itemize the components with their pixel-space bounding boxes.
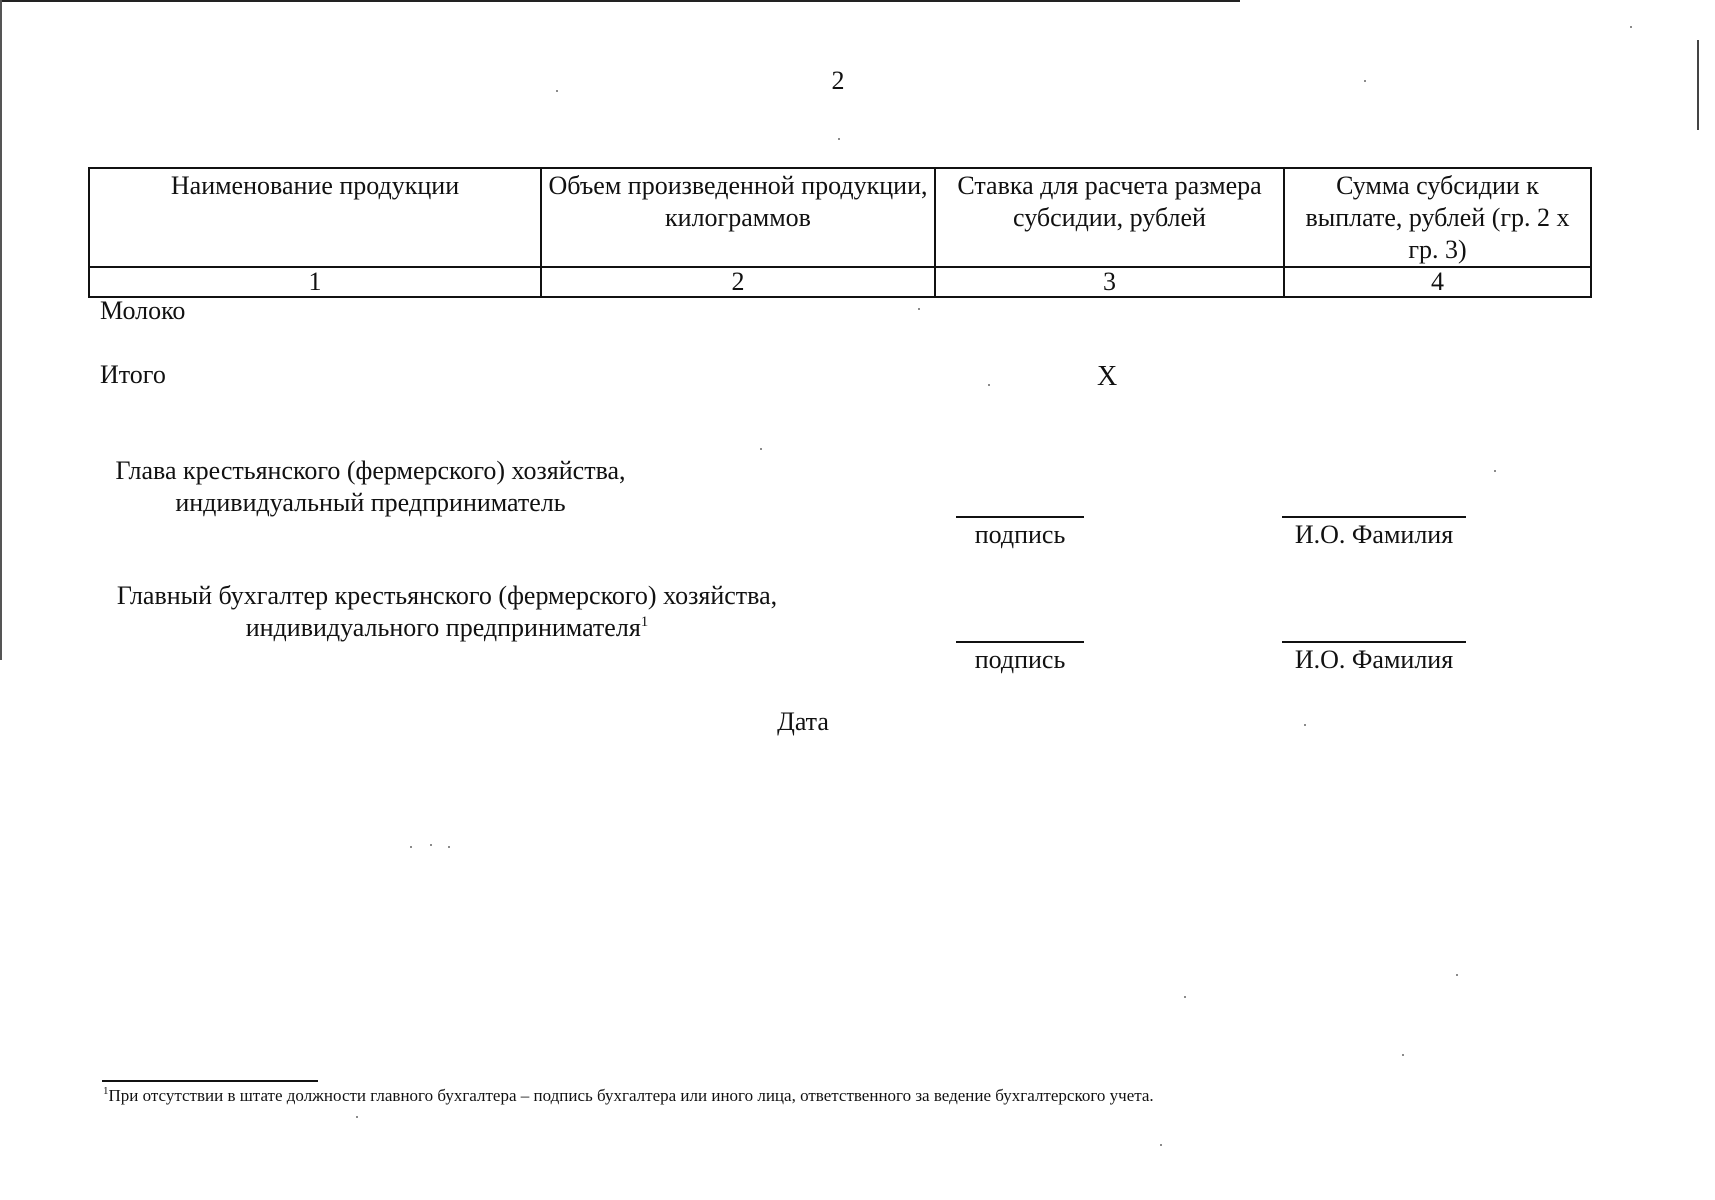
scan-speck (1456, 974, 1458, 976)
table-header-row (89, 168, 1591, 267)
scan-speck (838, 138, 840, 140)
page-edge-right (1697, 40, 1699, 130)
signature-line (956, 516, 1084, 518)
scan-speck (988, 384, 990, 386)
scan-speck (1630, 26, 1632, 28)
name-line (1282, 516, 1466, 518)
page-edge-top (0, 0, 1240, 2)
scan-speck (1364, 80, 1366, 82)
scan-speck (1160, 1144, 1162, 1146)
role-line: индивидуальный предприниматель (175, 488, 566, 517)
footnote (103, 1084, 1523, 1108)
column-number: 2 (541, 267, 935, 297)
total-rate-mark: X (1097, 361, 1118, 392)
scan-speck (918, 308, 920, 310)
footnote-mark: 1 (103, 1085, 109, 1097)
role-line: Главный бухгалтер крестьянского (фермерского) хозяйства, (116, 581, 778, 610)
signature-caption: подпись (974, 645, 1066, 674)
column-number: 3 (935, 267, 1284, 297)
signatory-head-role (88, 455, 653, 519)
header-product-name: Наименование продукции (89, 168, 541, 267)
scan-speck (410, 846, 412, 848)
column-number: 4 (1284, 267, 1591, 297)
footnote-text: При отсутствии в штате должности главного бухгалтера – подпись бухгалтера или иного лица, ответственного за ведение бухгалтерского учета. (108, 1086, 1154, 1105)
scan-speck (556, 90, 558, 92)
scan-speck (448, 846, 450, 848)
scan-speck (1184, 996, 1186, 998)
product-table (88, 167, 1592, 298)
signature-caption: подпись (974, 520, 1066, 549)
scan-speck (356, 1116, 358, 1118)
footnote-reference: 1 (640, 614, 649, 630)
page-number: 2 (831, 66, 845, 95)
table-column-numbers-row (89, 267, 1591, 297)
scan-speck (430, 844, 432, 846)
header-volume: Объем произведенной продукции, килограммов (541, 168, 935, 267)
role-line: индивидуального предпринимателя (245, 613, 641, 642)
name-caption: И.О. Фамилия (1294, 520, 1454, 549)
role-line: Глава крестьянского (фермерского) хозяйства, (115, 456, 626, 485)
header-subsidy-sum: Сумма субсидии к выплате, рублей (гр. 2 х гр. 3) (1284, 168, 1591, 267)
signature-line (956, 641, 1084, 643)
page-edge-left (0, 0, 2, 660)
scan-speck (1304, 724, 1306, 726)
name-caption: И.О. Фамилия (1294, 645, 1454, 674)
header-rate: Ставка для расчета размера субсидии, рублей (935, 168, 1284, 267)
row-label-milk: Молоко (100, 296, 186, 325)
column-number: 1 (89, 267, 541, 297)
scan-speck (1402, 1054, 1404, 1056)
footnote-rule (102, 1080, 318, 1082)
row-label-total: Итого (100, 360, 166, 389)
scan-speck (760, 448, 762, 450)
date-label: Дата (777, 707, 829, 736)
name-line (1282, 641, 1466, 643)
role-line-with-mark (88, 612, 806, 644)
scan-speck (1494, 470, 1496, 472)
signatory-accountant-role (88, 580, 806, 644)
